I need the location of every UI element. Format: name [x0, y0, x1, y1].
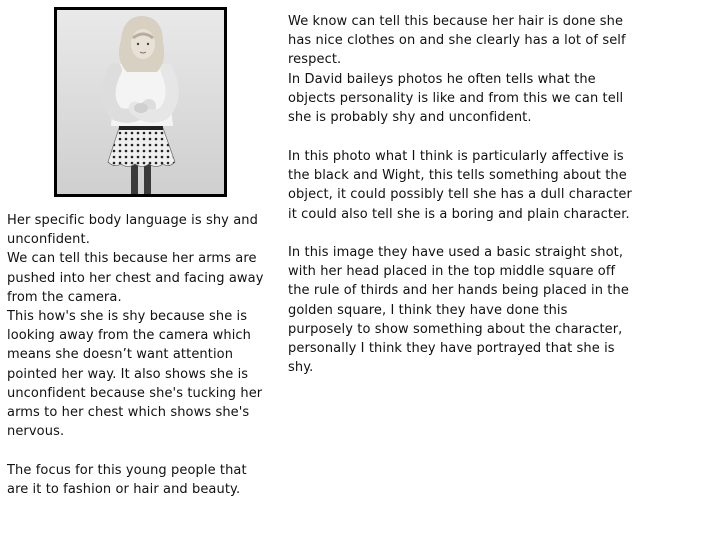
portrait-photo — [54, 7, 227, 197]
left-paragraph-body-language: Her specific body language is shy and unconfident. We can tell this because her arms are pushed into her chest and facing away from the camera. This how's she is shy because she is looking away from the camera which means she doesn’t want attention pointed her way. It also shows she is unconfident because she's tucking her arms to her chest which shows she's nervous. — [7, 213, 264, 440]
portrait-image — [57, 10, 224, 194]
right-paragraph-rule-of-thirds: In this image they have used a basic straight shot, with her head placed in the top middle square off the rule of thirds and her hands being placed in the golden square, I think they have done this purposely to show something about the character, personally I think they have portrayed that she is shy. — [288, 245, 629, 376]
right-paragraph-hair-clothes: We know can tell this because her hair is done she has nice clothes on and she clearly has a lot of self respect. In David baileys photos he often tells what the objects personality is like and from this we can tell she is probably shy and unconfident. — [288, 14, 626, 126]
right-paragraph-black-white: In this photo what I think is particularly affective is the black and Wight, this tells something about the object, it could possibly tell she has a dull character it could also tell she is a boring and plain character. — [288, 149, 632, 222]
left-paragraph-focus: The focus for this young people that are it to fashion or hair and beauty. — [7, 463, 247, 498]
